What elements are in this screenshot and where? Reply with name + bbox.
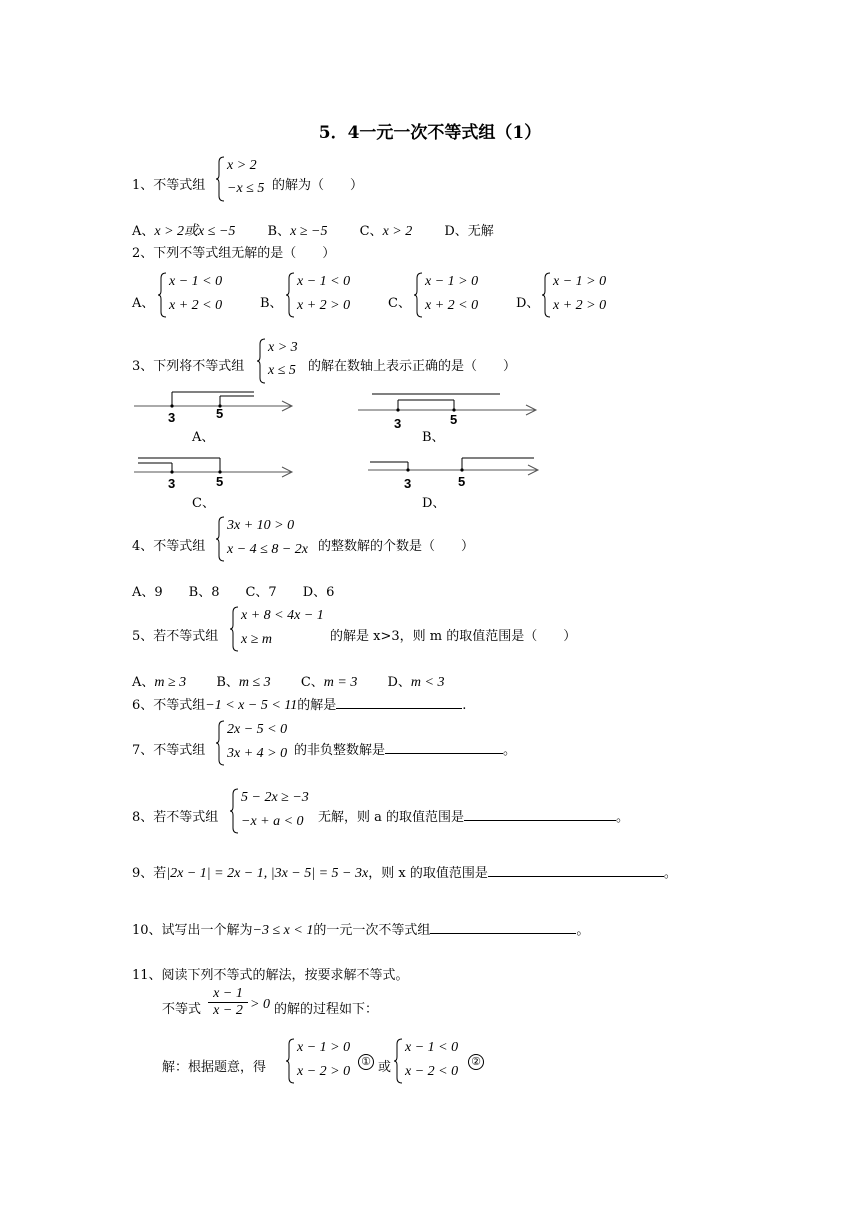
answer-blank — [488, 864, 664, 877]
q8-suffix-line: 无解，则 a 的取值范围是 。 — [318, 810, 630, 825]
q2-option-b-system: x − 1 < 0 x + 2 > 0 — [286, 272, 366, 318]
number-line-c — [132, 452, 302, 492]
number-line-a — [132, 386, 302, 426]
answer-blank — [385, 741, 503, 754]
q7-system: 2x − 5 < 0 3x + 4 > 0 — [216, 720, 296, 766]
q10-line: 10、试写出一个解为−3 ≤ x < 1的一元一次不等式组 。 — [132, 923, 590, 938]
brace-icon — [257, 338, 267, 384]
q11-fraction: $\frac{x - 1}{x - 2}$ — [208, 986, 248, 1019]
q1-suffix: 的解为（ ） — [272, 178, 364, 193]
q3-label-a: A、 — [192, 430, 215, 445]
q3-label-b: B、 — [422, 430, 445, 445]
q11-text: 11、阅读下列不等式的解法，按要求解不等式。 — [132, 968, 409, 983]
q2-option-d-label: D、 — [516, 296, 540, 311]
q11-system-2: x − 1 < 0 x − 2 < 0 — [394, 1038, 464, 1084]
q2-option-c-label: C、 — [388, 296, 411, 311]
q5-options: A、m ≥ 3 B、m ≤ 3 C、m = 3 D、m < 3 — [132, 675, 445, 690]
q1-prefix: 1、不等式组 — [132, 178, 206, 193]
circle-2: ② — [468, 1054, 484, 1070]
brace-icon — [216, 720, 226, 766]
q2-option-c-system: x − 1 > 0 x + 2 < 0 — [414, 272, 494, 318]
q4-options: A、9 B、8 C、7 D、6 — [132, 585, 335, 600]
q3-system: x > 3 x ≤ 5 — [257, 338, 313, 384]
q2-text: 2、下列不等式组无解的是（ ） — [132, 246, 336, 261]
tick-label-5: 5 — [458, 474, 466, 489]
q8-system: 5 − 2x ≥ −3 −x + a < 0 — [230, 788, 320, 834]
brace-icon — [216, 516, 226, 562]
brace-icon — [216, 156, 226, 202]
q3-suffix: 的解在数轴上表示正确的是（ ） — [308, 359, 517, 374]
q11-intro-prefix: 不等式 — [162, 1002, 202, 1017]
brace-icon — [286, 272, 296, 318]
number-line-b — [356, 388, 546, 432]
brace-icon — [286, 1038, 296, 1084]
q2-option-d-system: x − 1 > 0 x + 2 > 0 — [542, 272, 622, 318]
tick-label-5: 5 — [216, 406, 224, 421]
tick-label-5: 5 — [450, 412, 458, 427]
circle-1: ① — [358, 1054, 374, 1070]
q11-system-1: x − 1 > 0 x − 2 > 0 — [286, 1038, 356, 1084]
q7-prefix: 7、不等式组 — [132, 743, 206, 758]
q4-prefix: 4、不等式组 — [132, 539, 206, 554]
q7-suffix-line: 的非负整数解是 。 — [294, 743, 517, 758]
brace-icon — [542, 272, 552, 318]
brace-icon — [230, 606, 240, 652]
q4-suffix: 的整数解的个数是（ ） — [318, 539, 475, 554]
q5-system: x + 8 < 4x − 1 x ≥ m — [230, 606, 334, 652]
tick-label-5: 5 — [216, 474, 224, 489]
q11-intro-ineq: > 0 — [250, 997, 270, 1012]
brace-icon — [230, 788, 240, 834]
q3-label-d: D、 — [422, 496, 446, 511]
number-line-d — [366, 452, 546, 492]
q11-or: 或 — [378, 1060, 392, 1075]
q6-line: 6、不等式组−1 < x − 5 < 11的解是 . — [132, 698, 467, 713]
tick-label-3: 3 — [168, 476, 176, 491]
q11-intro-suffix: 的解的过程如下： — [274, 1002, 379, 1017]
q5-prefix: 5、若不等式组 — [132, 629, 219, 644]
q8-prefix: 8、若不等式组 — [132, 810, 219, 825]
q5-suffix: 的解是 x>3，则 m 的取值范围是（ ） — [330, 629, 577, 644]
q3-label-c: C、 — [192, 496, 215, 511]
tick-label-3: 3 — [404, 476, 412, 491]
q4-system: 3x + 10 > 0 x − 4 ≤ 8 − 2x — [216, 516, 320, 562]
answer-blank — [336, 696, 462, 709]
tick-label-3: 3 — [168, 410, 176, 425]
brace-icon — [414, 272, 424, 318]
q1-system: x > 2 −x ≤ 5 — [216, 156, 276, 202]
brace-icon — [394, 1038, 404, 1084]
q9-line: 9、若|2x − 1| = 2x − 1, |3x − 5| = 5 − 3x，则 x 的取值范围是 。 — [132, 866, 677, 881]
q2-option-a-system: x − 1 < 0 x + 2 < 0 — [158, 272, 238, 318]
q3-prefix: 3、下列将不等式组 — [132, 359, 245, 374]
brace-icon — [158, 272, 168, 318]
q11-solution-prefix: 解：根据题意，得 — [162, 1060, 267, 1075]
page-title: 5．4一元一次不等式组（1） — [318, 123, 542, 143]
answer-blank — [464, 808, 616, 821]
tick-label-3: 3 — [394, 416, 402, 431]
answer-blank — [430, 921, 576, 934]
q2-option-a-label: A、 — [132, 296, 155, 311]
q2-option-b-label: B、 — [260, 296, 283, 311]
q1-options: A、x > 2或x ≤ −5 B、x ≥ −5 C、x > 2 D、无解 — [132, 224, 494, 239]
